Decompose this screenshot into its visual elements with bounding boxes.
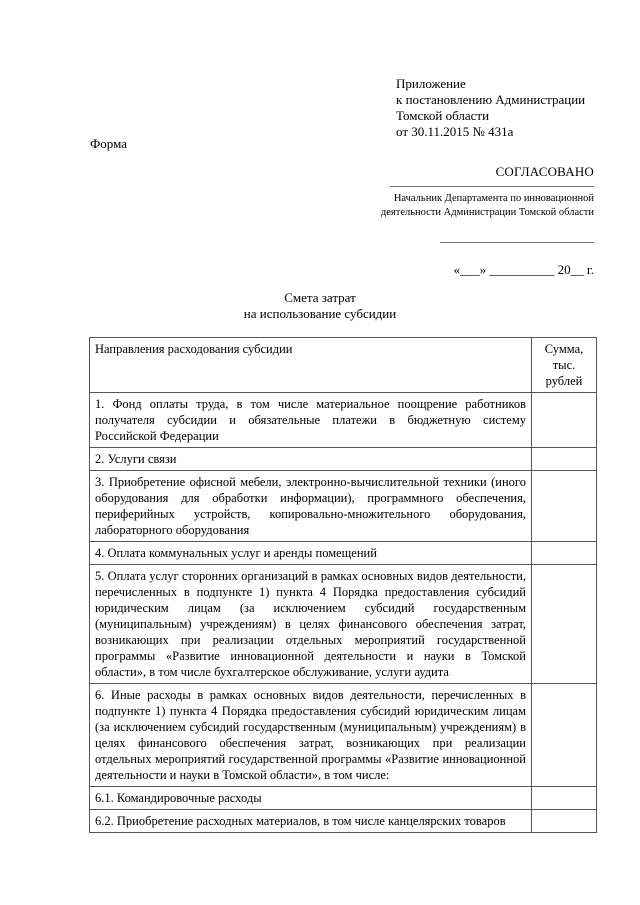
table-row (90, 787, 597, 810)
approver-position (381, 192, 594, 220)
row-amount-cell[interactable] (532, 810, 597, 833)
row-description: 1. Фонд оплаты труда, в том числе материальное поощрение работников получателя субсидии и обязательные платежи в бюджетную систему Российской Федерации (90, 393, 532, 448)
appendix-block (396, 76, 585, 140)
header-sum-line: тыс. (552, 358, 576, 372)
appendix-line: Томской области (396, 108, 490, 123)
table-row (90, 542, 597, 565)
appendix-line: к постановлению Администрации (396, 92, 586, 107)
header-sum-line: Сумма, (544, 342, 584, 356)
row-amount-cell[interactable] (532, 448, 597, 471)
row-description: 6.2. Приобретение расходных материалов, в том числе канцелярских товаров (90, 810, 532, 833)
title-line-1: Смета затрат (284, 290, 356, 305)
table-row (90, 471, 597, 542)
table-row (90, 393, 597, 448)
approval-date: «___» __________ 20__ г. (453, 262, 594, 277)
approver-position-line: деятельности Администрации Томской области (380, 207, 594, 218)
row-description: 6.1. Командировочные расходы (90, 787, 532, 810)
row-description: 4. Оплата коммунальных услуг и аренды помещений (90, 542, 532, 565)
row-amount-cell[interactable] (532, 542, 597, 565)
row-amount-cell[interactable] (532, 787, 597, 810)
table-row (90, 810, 597, 833)
document-title (0, 290, 640, 322)
row-amount-cell[interactable] (532, 565, 597, 684)
approval-title-line (390, 186, 594, 187)
table-row (90, 565, 597, 684)
row-description: 2. Услуги связи (90, 448, 532, 471)
row-amount-cell[interactable] (532, 471, 597, 542)
table-row (90, 684, 597, 787)
header-sum-line: рублей (545, 374, 583, 388)
form-label: Форма (90, 136, 127, 151)
row-description: 6. Иные расходы в рамках основных видов деятельности, перечисленных в подпункте 1) пункта 4 Порядка предоставления субсидий юридическим лицам (за исключением субсидий государственным (муниципальным) учреждениям) в целях финансового обеспечения затрат, возникающих при реализации отдельных мероприятий государственной программы «Развитие инновационной деятельности и науки в Томской области», в том числе: (90, 684, 532, 787)
appendix-line: от 30.11.2015 № 431а (396, 124, 514, 139)
expense-table (89, 337, 597, 833)
title-line-2: на использование субсидии (243, 306, 397, 321)
header-sum (532, 338, 597, 393)
table-row (90, 448, 597, 471)
row-amount-cell[interactable] (532, 393, 597, 448)
row-description: 3. Приобретение офисной мебели, электронно-вычислительной техники (иного оборудования для обработки информации), программного обеспечения, периферийных устройств, копировально-множительного оборудования, лабораторного оборудования (90, 471, 532, 542)
row-amount-cell[interactable] (532, 684, 597, 787)
approver-position-line: Начальник Департамента по инновационной (393, 193, 594, 204)
appendix-line: Приложение (396, 76, 466, 91)
header-direction: Направления расходования субсидии (90, 338, 532, 393)
signature-line (440, 242, 594, 243)
table-header-row (90, 338, 597, 393)
row-description: 5. Оплата услуг сторонних организаций в рамках основных видов деятельности, перечисленных в подпункте 1) пункта 4 Порядка предоставления субсидий юридическим лицам (за исключением субсидий государственным (муниципальным) учреждениям) в целях финансового обеспечения затрат, возникающих при реализации отдельных мероприятий государственной программы «Развитие инновационной деятельности и науки в Томской области», в том числе бухгалтерское обслуживание, услуги аудита (90, 565, 532, 684)
approval-stamp: СОГЛАСОВАНО (495, 164, 594, 179)
